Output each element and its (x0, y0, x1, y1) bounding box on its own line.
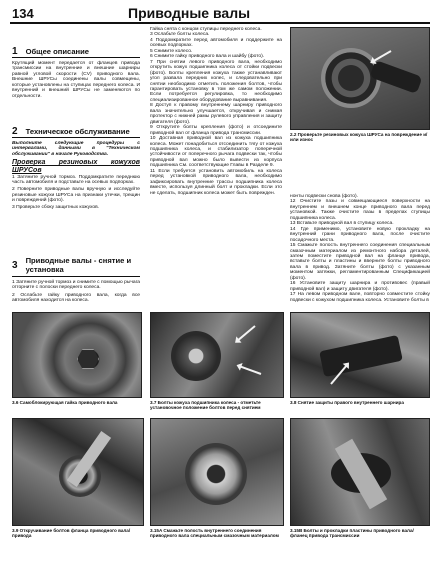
page-number: 134 (12, 6, 34, 21)
arrow-icon (371, 50, 391, 63)
photo-3-8 (290, 312, 430, 398)
section-3-title: Приводные валы - снятие и установка (25, 256, 132, 274)
caption-2-2: 2.2 Проверьте резиновых кожуха ШРУСа на повреждение и/или износ (290, 132, 428, 143)
section-2-rule (12, 137, 140, 138)
section-1-number: 1 (12, 46, 18, 57)
section-1-body (12, 61, 140, 101)
header-rule (10, 22, 430, 24)
caption-3-7: 3.7 Болты кожуха подшипника колеса - отметьте установочное положение болтов перед снятием (150, 400, 261, 411)
arrow-icon (236, 325, 256, 342)
caption-3-8: 3.8 Снятие защиты правого внутреннего шарнира (290, 400, 404, 405)
arrow-icon (238, 365, 261, 375)
section-2-heading (12, 126, 140, 137)
section-3-rule (12, 276, 140, 277)
paragraph: 3 Проверьте сбоку защитных кожухов. (12, 205, 100, 211)
section-2-body (12, 141, 140, 212)
page-title: Приводные валы (128, 5, 251, 21)
photo-3-6 (12, 312, 142, 398)
caption-3-6: 3.6 Самоблокирующая гайка приводного вала (12, 400, 118, 405)
photo-3-7 (150, 312, 284, 398)
section-3-heading (12, 256, 140, 274)
caption-3-15a: 3.15A Смажьте полость внутреннего соединения приводного вала специальным смазочным материалом (150, 528, 279, 539)
paragraph: 1 Затяните ручной тормоз и снимите с помощью рычага отгорните с полоски переднего колеса. (12, 280, 140, 291)
paragraph: 2 Ослабьте гайку приводного вала, когда все автомобиля находится на колеса. (12, 292, 140, 303)
section-1-rule (12, 57, 140, 58)
paragraph: 2 Поверните приводные валы вручную и исследуйте резиновые кожухи ШРУСа на признаки утечки, трещин и повреждений (фото). (12, 187, 140, 204)
photo-3-15a (150, 418, 284, 526)
column-2-text: Гайка снята с концом ступицы переднего колеса. 3 Ослабьте болты колеса. 4 Поддомкратите перед автомобиля и поддержите на осевых подпорках. 5 Снимите колесо. 6 Снимите гайку приводного вала и шайбу (фото). 7 При снятии левого приводного вала, необходимо открутить кожух подшипника колеса от стойки подвески (фото). Болты крепления кожуха также устанавливают угол развала передних колес, и следовательно при снятии необходимо отметить положения болтов, чтобы гарантировать установку в том же самом положении. Если потребуется регулировка, то необходимо специализированное оборудование выравнивания. 8 Доступ к правому внутреннему шарниру приводного вала значительно улучшается, откручивая и снимая протектор с нижней рамы рулевого управления и защиту двигателя (фото). 9 Открутите болты крепления (фото) и отсоедините приводной вал от фланца привода трансмиссии. 10 Доставная приводной вал из кожуха подшипника колеса. Может понадобиться отсоединить тягу от кожуха подшипника колеса, и стабилизатор поперечной устойчивости от поперечного рычага подвески так, чтобы приводной вал можно было вывести из корпуса подшипника См. соответствующие Главы в Разделе 9. 11 Если требуется установить автомобиль на колеса перед установкой приводного вала, необходимо зафиксировать внутренние трассы подшипника колеса вместе, используя длинный болт и прокладки. Если это не сделать, подшипник колеса может быть поврежден. (150, 27, 282, 196)
paragraph: 1 Затяните ручной тормоз. Поддомкратите переднюю часть автомобиля и подставьте на осевых подпорках. (12, 174, 140, 186)
paragraph: Крутящий момент передается от фланцев привода трансмиссии на внутренние и внешние шарниры равной угловой скорости (CV) приводного вала. Внешние ШРУСы соединены валы совмещены, которые установлены на ступицах переднего колеса. И внутренний и внешний ШРУСы не заменяются по отдельности. (12, 61, 140, 99)
caption-3-9: 3.9 Откручивание болтов фланца приводного вала/привода (12, 528, 131, 539)
caption-3-15b: 3.15B Болты и прокладки пластины приводного вала/фланец привода трансмиссии (290, 528, 414, 539)
section-1-heading (12, 46, 140, 57)
section-1-title: Общее описание (25, 47, 90, 56)
section-3-body (12, 280, 140, 305)
section-2-title: Техническое обслуживание (25, 127, 130, 136)
column-3-text: нонты подвески снова (фото). 12 Очистите пазы и совмещающиеся поверхности на внутреннем и внешнем конце приводного вала перед установкой. Также очистите пазы в пределах ступицы подшипника колеса. 13 Вставьте приводной вал в ступицу колеса. 14 Где применимо, установите новую прокладку на внутренний грани приводного вала, после очистите посадочного места. 15 Смажьте полость внутреннего соединения специальным смазочным материалом из ремонтного набора деталей, затем поместите приводной вал на фланце привода, вставьте болты и пластины и вверните болты приводного вала в привод. Затяните болты (фото) с указанным моментом затяжки, регламентированным Спецификацией (фото). 16 Установите защиту шарнира и противовес (правый приводной вал) и защиту двигателя (фото). 17 На левом приводном вале, повторно совместите стойку подвески с кожухом подшипника колеса. Установите болты в (290, 194, 430, 303)
intro-paragraph: Выполните следующие процедуры с интервалами, данными в "Техническом обслуживании" в начале Руководства. (12, 141, 140, 157)
photo-3-15b (290, 418, 430, 526)
section-2-number: 2 (12, 126, 18, 137)
section-3-number: 3 (12, 259, 18, 271)
photo-2-2 (290, 27, 430, 130)
subheading-boot-check: Проверка резиновых кожухов ШРУСов (12, 158, 140, 174)
photo-3-9 (12, 418, 144, 526)
